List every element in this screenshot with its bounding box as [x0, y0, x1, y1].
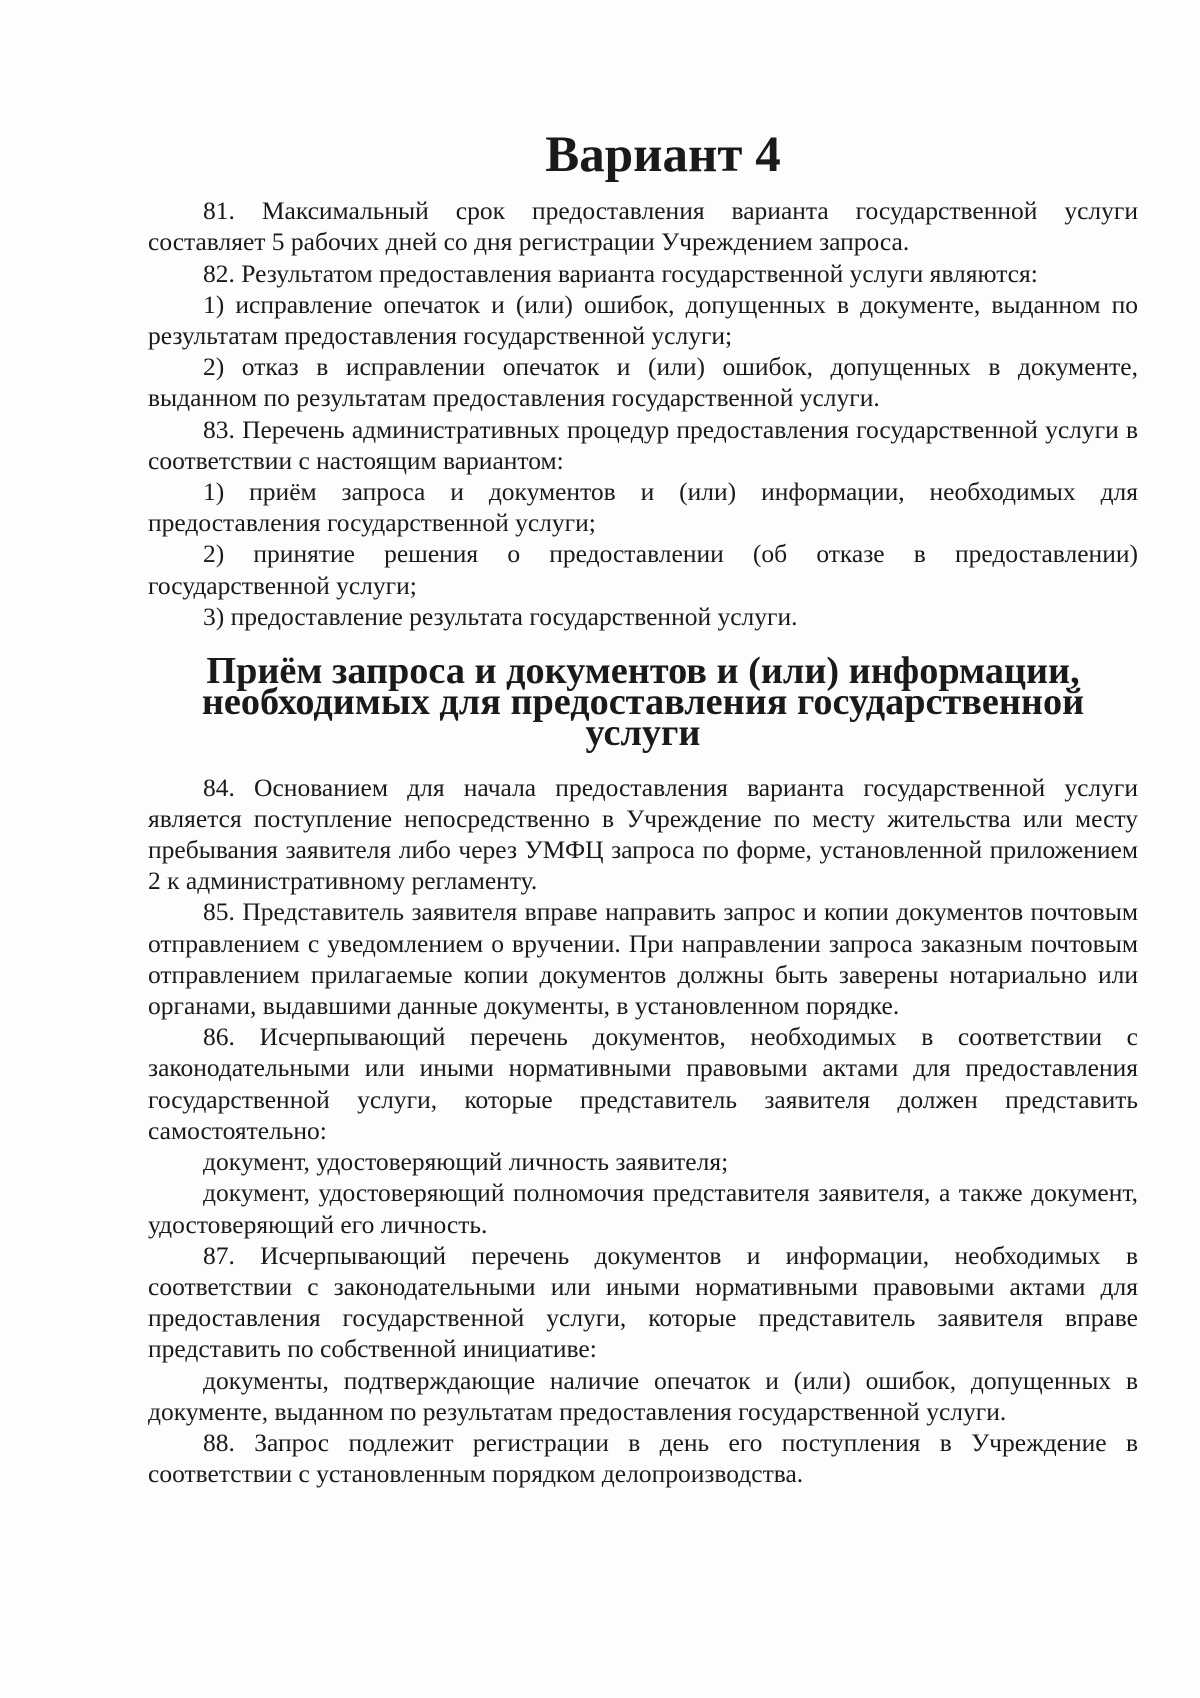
section-heading-line-1: Приём запроса и документов и (или) информации,: [206, 650, 1080, 693]
paragraph-88: 88. Запрос подлежит регистрации в день его поступления в Учреждение в соответствии с установленным порядком делопроизводства.: [148, 1427, 1138, 1489]
paragraph-86-item-2: документ, удостоверяющий полномочия представителя заявителя, а также документ, удостоверяющий его личность.: [148, 1178, 1138, 1239]
paragraph-85: 85. Представитель заявителя вправе направить запрос и копии документов почтовым отправлением с уведомлением о вручении. При направлении запроса заказным почтовым отправлением прилагаемые копии документов должны быть заверены нотариально или органами, выдавшими данные документы, в установленном порядке.: [148, 897, 1138, 1021]
paragraph-82-item-1: 1) исправление опечаток и (или) ошибок, допущенных в документе, выданном по результатам предоставления государственной услуги;: [148, 289, 1138, 351]
paragraph-82-item-2: 2) отказ в исправлении опечаток и (или) ошибок, допущенных в документе, выданном по результатам предоставления государственной услуги.: [148, 352, 1138, 413]
variant-title: Вариант 4: [545, 127, 781, 183]
paragraph-82: 82. Результатом предоставления варианта государственной услуги являются:: [203, 258, 1038, 288]
paragraph-86: 86. Исчерпывающий перечень документов, необходимых в соответствии с законодательными или иными нормативными правовыми актами для предоставления государственной услуги, которые представитель заявителя должен представить самостоятельно:: [148, 1022, 1138, 1145]
section-heading: [148, 650, 1138, 755]
paragraph-86-item-1: документ, удостоверяющий личность заявителя;: [203, 1147, 729, 1177]
paragraph-83: 83. Перечень административных процедур предоставления государственной услуги в соответствии с настоящим вариантом:: [148, 414, 1138, 475]
paragraph-84: 84. Основанием для начала предоставления варианта государственной услуги является поступление непосредственно в Учреждение по месту жительства или месту пребывания заявителя либо через УМФЦ запроса по форме, установленной приложением 2 к административному регламенту.: [148, 772, 1138, 896]
paragraph-83-item-2: 2) принятие решения о предоставлении (об отказе в предоставлении) государственной услуги;: [148, 539, 1138, 600]
paragraph-87: 87. Исчерпывающий перечень документов и информации, необходимых в соответствии с законодательными или иными нормативными правовыми актами для предоставления государственной услуги, которые представитель заявителя вправе представить по собственной инициативе:: [148, 1240, 1138, 1364]
paragraph-83-item-1: 1) приём запроса и документов и (или) информации, необходимых для предоставления государственной услуги;: [148, 477, 1138, 538]
paragraph-83-item-3: 3) предоставление результата государственной услуги.: [203, 601, 798, 631]
paragraph-81: 81. Максимальный срок предоставления варианта государственной услуги составляет 5 рабочих дней со дня регистрации Учреждением запроса.: [148, 196, 1138, 257]
document-body: [148, 127, 1138, 1489]
section-heading-line-2: необходимых для предоставления государственной услуги: [201, 681, 1085, 755]
paragraph-87-item-1: документы, подтверждающие наличие опечаток и (или) ошибок, допущенных в документе, выданном по результатам предоставления государственной услуги.: [148, 1365, 1138, 1426]
